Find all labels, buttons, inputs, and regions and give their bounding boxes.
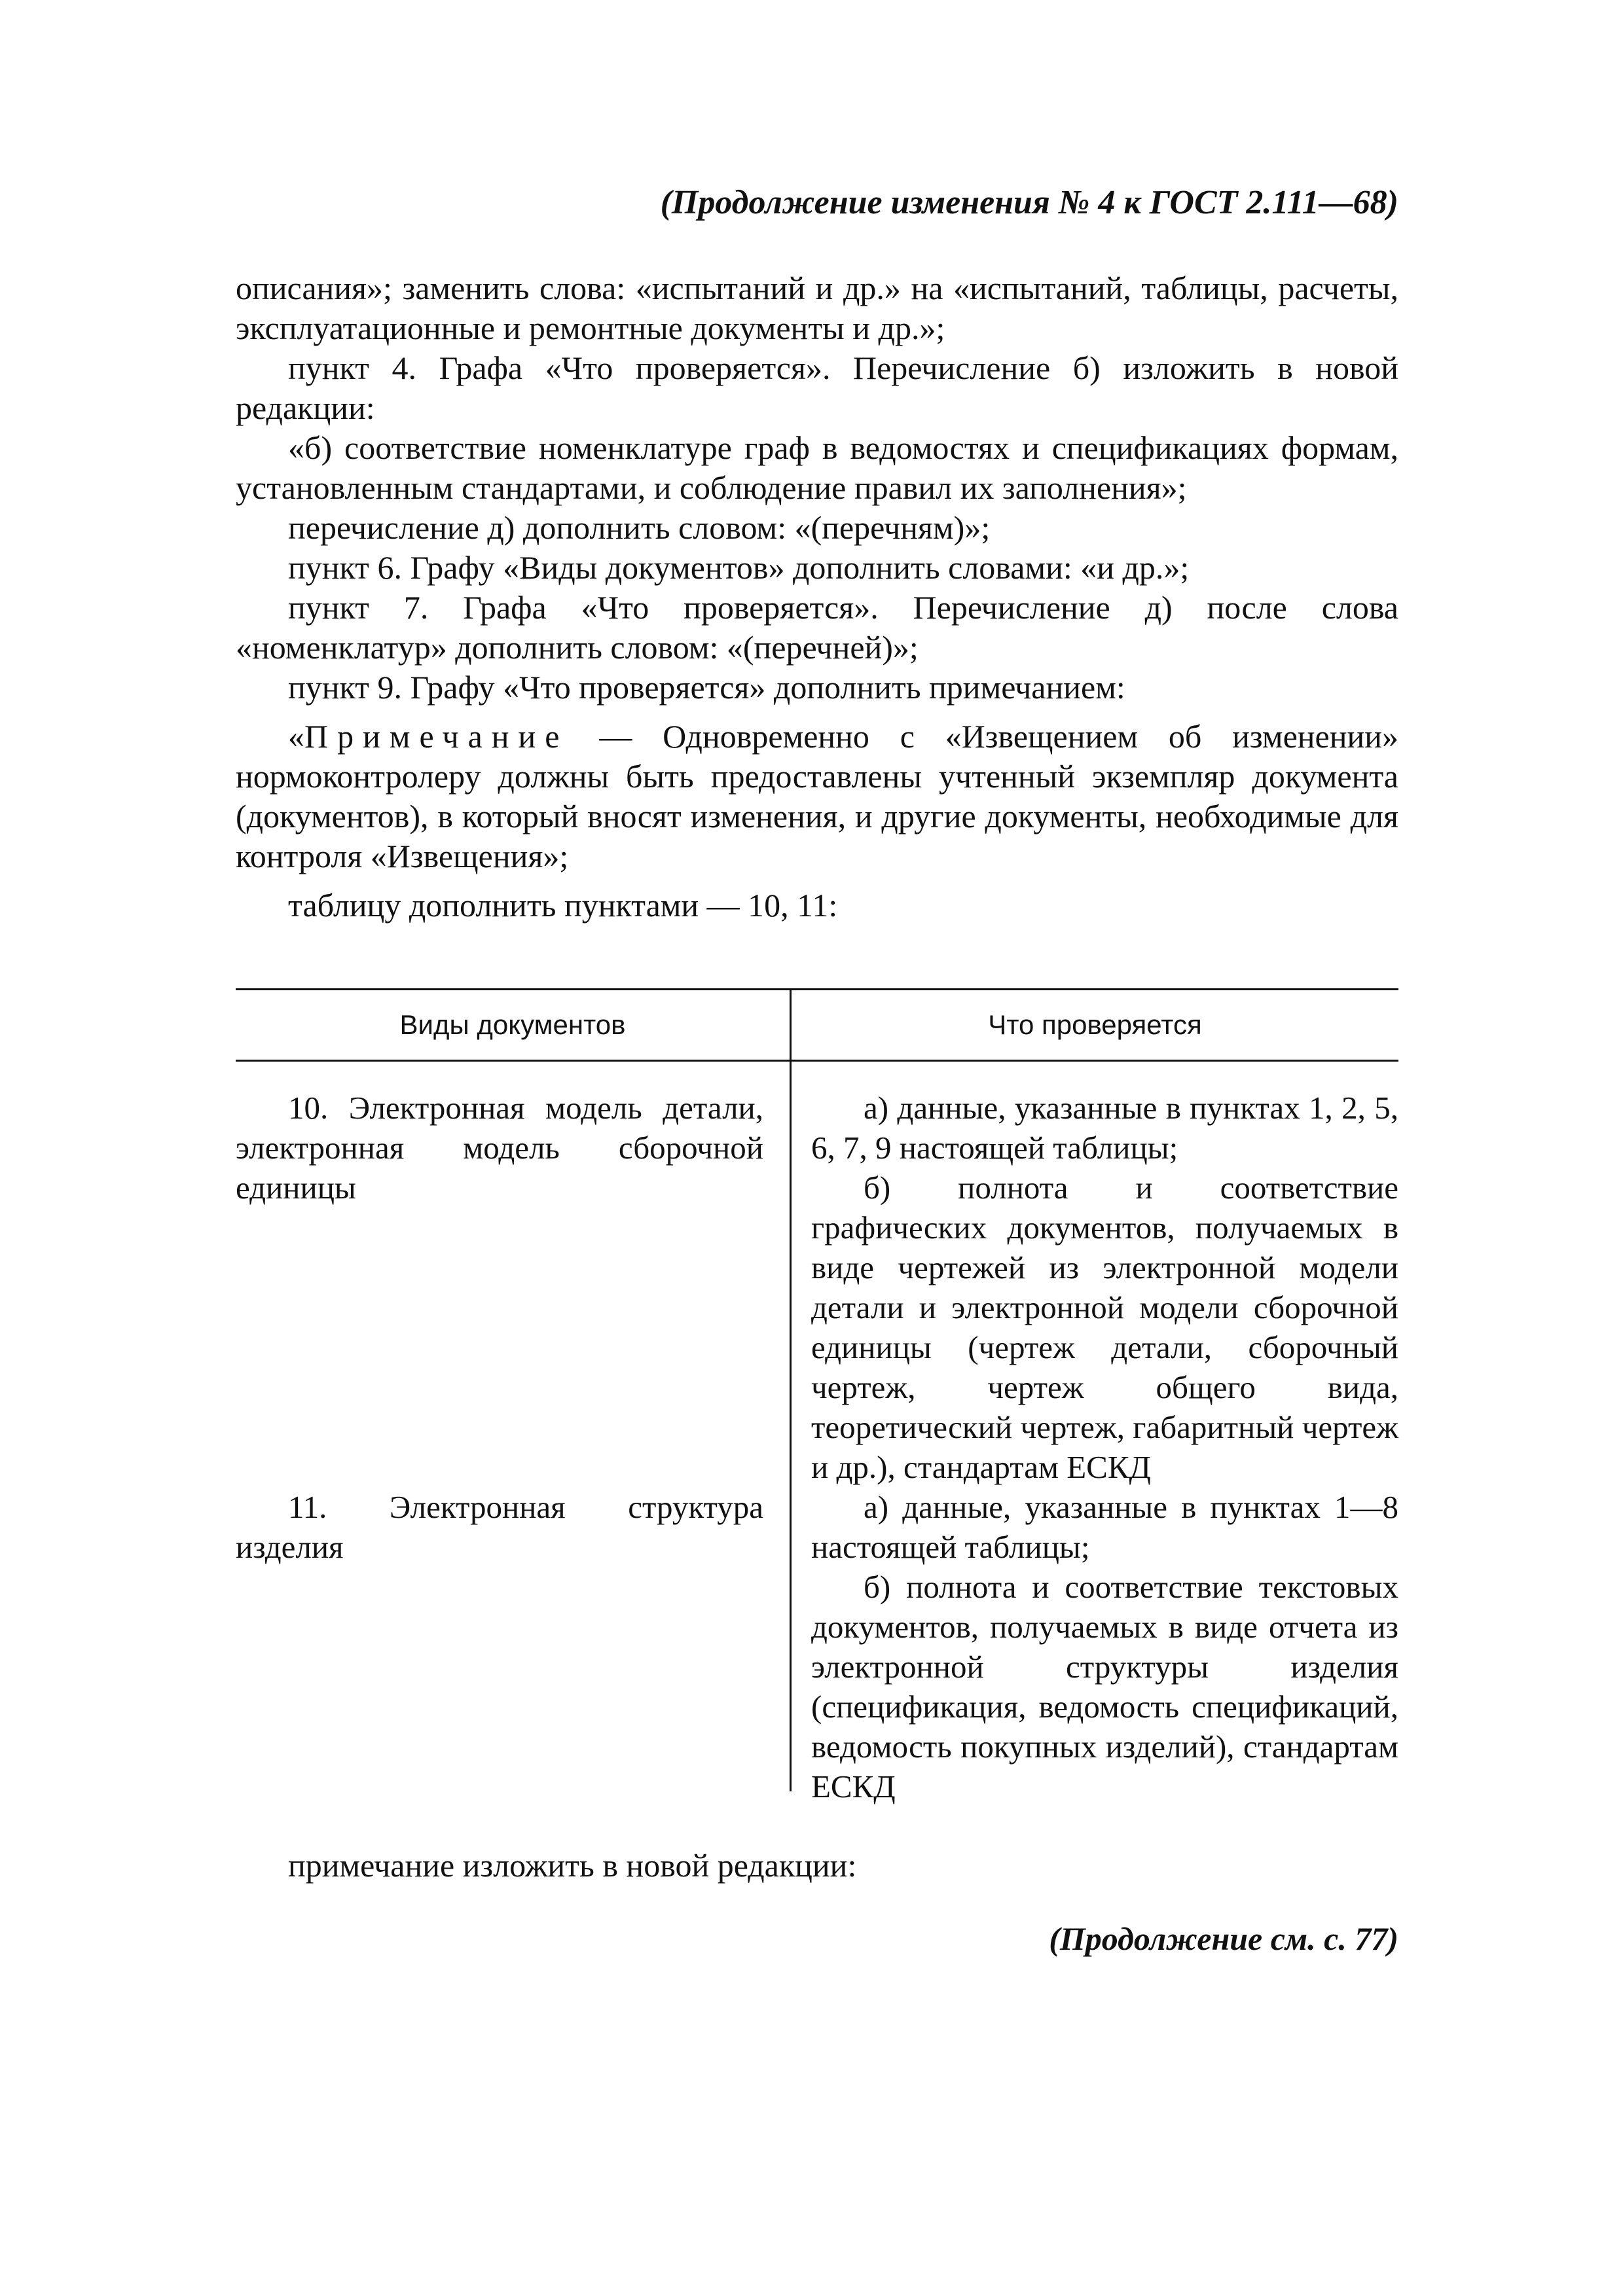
check-item: а) данные, указанные в пунктах 1, 2, 5, 6, 7, 9 настоящей таблицы; (811, 1090, 1398, 1166)
page-header: (Продолжение изменения № 4 к ГОСТ 2.111—68) (660, 184, 1398, 221)
table-body (236, 1062, 1398, 1806)
header-document-types: Виды документов (236, 990, 792, 1060)
check-item: б) полнота и соответствие графических документов, получаемых в виде чертежей из электронной модели детали и электронной модели сборочной единицы (чертеж детали, сборочный чертеж, чертеж общего вида, теоретический чертеж, габаритный чертеж и др.), стандартам ЕСКД (811, 1170, 1398, 1485)
paragraph: пункт 6. Графу «Виды документов» дополнить словами: «и др.»; (288, 549, 1190, 586)
table-row-document: 11. Электронная структура изделия (236, 1489, 763, 1565)
closing-text: примечание изложить в новой редакции: (288, 1847, 857, 1884)
documents-table (236, 988, 1398, 1806)
table-intro: таблицу дополнить пунктами — 10, 11: (288, 887, 838, 924)
note-text: — Одновременно с «Извещением об изменении» нормоконтролеру должны быть предоставлены учтенный экземпляр документа (документов), в который вносят изменения, и другие документы, необходимые для контроля «Извещения»; (236, 718, 1398, 874)
header-what-is-checked: Что проверяется (988, 1009, 1202, 1040)
paragraph: «б) соответствие номенклатуре граф в ведомостях и спецификациях формам, установленным стандартами, и соблюдение правил их заполнения»; (236, 429, 1398, 506)
paragraph: пункт 9. Графу «Что проверяется» дополнить примечанием: (288, 669, 1125, 706)
paragraph: перечисление д) дополнить словом: «(перечням)»; (288, 509, 991, 546)
paragraph: пункт 4. Графа «Что проверяется». Перечисление б) изложить в новой редакции: (236, 350, 1398, 426)
check-item: а) данные, указанные в пунктах 1—8 настоящей таблицы; (811, 1489, 1398, 1565)
checks-column (792, 1062, 1398, 1806)
note-prefix: « (288, 718, 304, 755)
paragraph: пункт 7. Графа «Что проверяется». Перечисление д) после слова «номенклатур» дополнить словом: «(перечней)»; (236, 589, 1398, 666)
table-header-row (236, 990, 1398, 1062)
page-footer: (Продолжение см. с. 77) (1049, 1920, 1398, 1957)
body-text (236, 268, 1398, 925)
document-types-column (236, 1062, 792, 1791)
note-paragraph (236, 717, 1398, 876)
note-label: Примечание (304, 718, 569, 755)
check-item: б) полнота и соответствие текстовых документов, получаемых в виде отчета из электронной структуры изделия (спецификация, ведомость спецификаций, ведомость покупных изделий), стандартам ЕСКД (811, 1569, 1398, 1804)
table-row-document: 10. Электронная модель детали, электронная модель сборочной единицы (236, 1090, 763, 1206)
paragraph: описания»; заменить слова: «испытаний и др.» на «испытаний, таблицы, расчеты, эксплуатационные и ремонтные документы и др.»; (236, 270, 1398, 346)
